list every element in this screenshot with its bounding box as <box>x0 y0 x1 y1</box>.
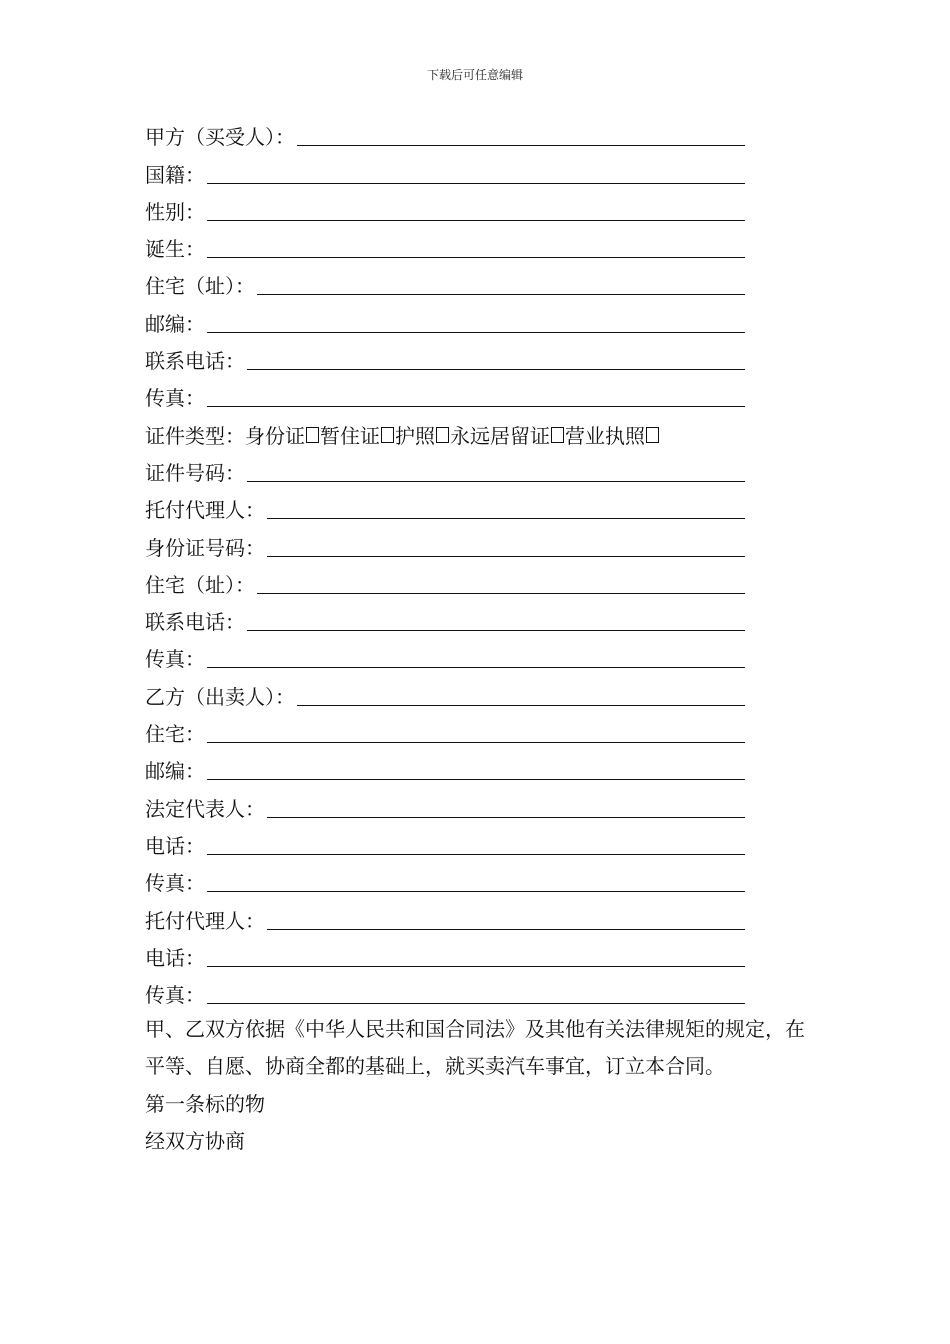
document-type-option[interactable] <box>245 424 320 448</box>
blank-line[interactable] <box>267 518 745 519</box>
form-field[interactable] <box>145 564 745 601</box>
checkbox-icon[interactable] <box>551 427 564 443</box>
blank-line[interactable] <box>247 481 745 482</box>
checkbox-icon[interactable] <box>381 427 394 443</box>
field-label: 国籍： <box>145 162 205 187</box>
blank-line[interactable] <box>267 556 745 557</box>
form-field[interactable] <box>145 302 745 339</box>
form-field[interactable] <box>145 974 745 1011</box>
field-label: 法定代表人： <box>145 796 265 821</box>
form-field[interactable] <box>145 191 745 228</box>
party-a-section <box>145 116 805 675</box>
field-label: 邮编： <box>145 311 205 336</box>
field-label: 托付代理人： <box>145 498 265 523</box>
field-label: 联系电话： <box>145 349 245 374</box>
field-label: 证件号码： <box>145 460 245 485</box>
field-label: 住宅： <box>145 722 205 747</box>
form-field[interactable] <box>145 377 745 414</box>
page-header: 下载后可任意编辑 <box>426 68 523 82</box>
field-label: 托付代理人： <box>145 908 265 933</box>
contract-preamble: 甲、乙双方依据《中华人民共和国合同法》及其他有关法律规矩的规定，在平等、自愿、协商全都的基础上，就买卖汽车事宜，订立本合同。 <box>145 1017 805 1079</box>
form-field[interactable] <box>145 825 745 862</box>
blank-line[interactable] <box>207 966 745 967</box>
blank-line[interactable] <box>257 294 745 295</box>
field-label: 住宅（址）： <box>145 572 255 597</box>
field-label: 身份证号码： <box>145 535 265 560</box>
blank-line[interactable] <box>257 593 745 594</box>
blank-line[interactable] <box>207 742 745 743</box>
document-type-option[interactable] <box>450 424 565 448</box>
field-label: 电话： <box>145 945 205 970</box>
checkbox-icon[interactable] <box>436 427 449 443</box>
checkbox-icon[interactable] <box>306 427 319 443</box>
document-type-row <box>145 414 755 451</box>
form-field[interactable] <box>145 452 745 489</box>
blank-line[interactable] <box>207 220 745 221</box>
field-label: 传真： <box>145 983 205 1008</box>
field-label: 性别： <box>145 199 205 224</box>
contract-body <box>145 116 805 1160</box>
option-label: 暂住证 <box>320 423 380 448</box>
form-field[interactable] <box>145 489 745 526</box>
field-label: 传真： <box>145 871 205 896</box>
blank-line[interactable] <box>247 630 745 631</box>
option-label: 护照 <box>395 423 435 448</box>
option-label: 永远居留证 <box>450 423 550 448</box>
field-label: 联系电话： <box>145 610 245 635</box>
checkbox-icon[interactable] <box>646 427 659 443</box>
option-label: 身份证 <box>245 423 305 448</box>
form-field[interactable] <box>145 638 745 675</box>
blank-line[interactable] <box>267 929 745 930</box>
form-field[interactable] <box>145 899 745 936</box>
blank-line[interactable] <box>267 817 745 818</box>
field-label: 乙方（出卖人）： <box>145 684 295 709</box>
field-label: 住宅（址）： <box>145 274 255 299</box>
blank-line[interactable] <box>207 779 745 780</box>
form-field[interactable] <box>145 265 745 302</box>
form-field[interactable] <box>145 601 745 638</box>
form-field[interactable] <box>145 937 745 974</box>
blank-line[interactable] <box>207 257 745 258</box>
option-label: 营业执照 <box>565 423 645 448</box>
document-type-option[interactable] <box>395 424 450 448</box>
document-type-option[interactable] <box>565 424 660 448</box>
article-title: 第一条标的物 <box>145 1091 265 1116</box>
blank-line[interactable] <box>207 854 745 855</box>
field-label: 甲方（买受人）： <box>145 125 295 150</box>
document-type-label: 证件类型： <box>145 423 245 448</box>
form-field[interactable] <box>145 228 745 265</box>
blank-line[interactable] <box>297 145 745 146</box>
form-field[interactable] <box>145 340 745 377</box>
article-text: 经双方协商 <box>145 1129 245 1154</box>
form-field[interactable] <box>145 713 745 750</box>
blank-line[interactable] <box>207 183 745 184</box>
field-label: 传真： <box>145 647 205 672</box>
form-field[interactable] <box>145 116 745 153</box>
form-field[interactable] <box>145 675 745 712</box>
form-field[interactable] <box>145 862 745 899</box>
field-label: 传真： <box>145 386 205 411</box>
blank-line[interactable] <box>247 369 745 370</box>
blank-line[interactable] <box>297 705 745 706</box>
field-label: 电话： <box>145 833 205 858</box>
blank-line[interactable] <box>207 406 745 407</box>
form-field[interactable] <box>145 153 745 190</box>
blank-line[interactable] <box>207 891 745 892</box>
form-field[interactable] <box>145 526 745 563</box>
field-label: 诞生： <box>145 237 205 262</box>
blank-line[interactable] <box>207 1003 745 1004</box>
blank-line[interactable] <box>207 332 745 333</box>
party-b-section <box>145 675 805 1011</box>
document-type-option[interactable] <box>320 424 395 448</box>
form-field[interactable] <box>145 750 745 787</box>
field-label: 邮编： <box>145 759 205 784</box>
form-field[interactable] <box>145 787 745 824</box>
blank-line[interactable] <box>207 667 745 668</box>
